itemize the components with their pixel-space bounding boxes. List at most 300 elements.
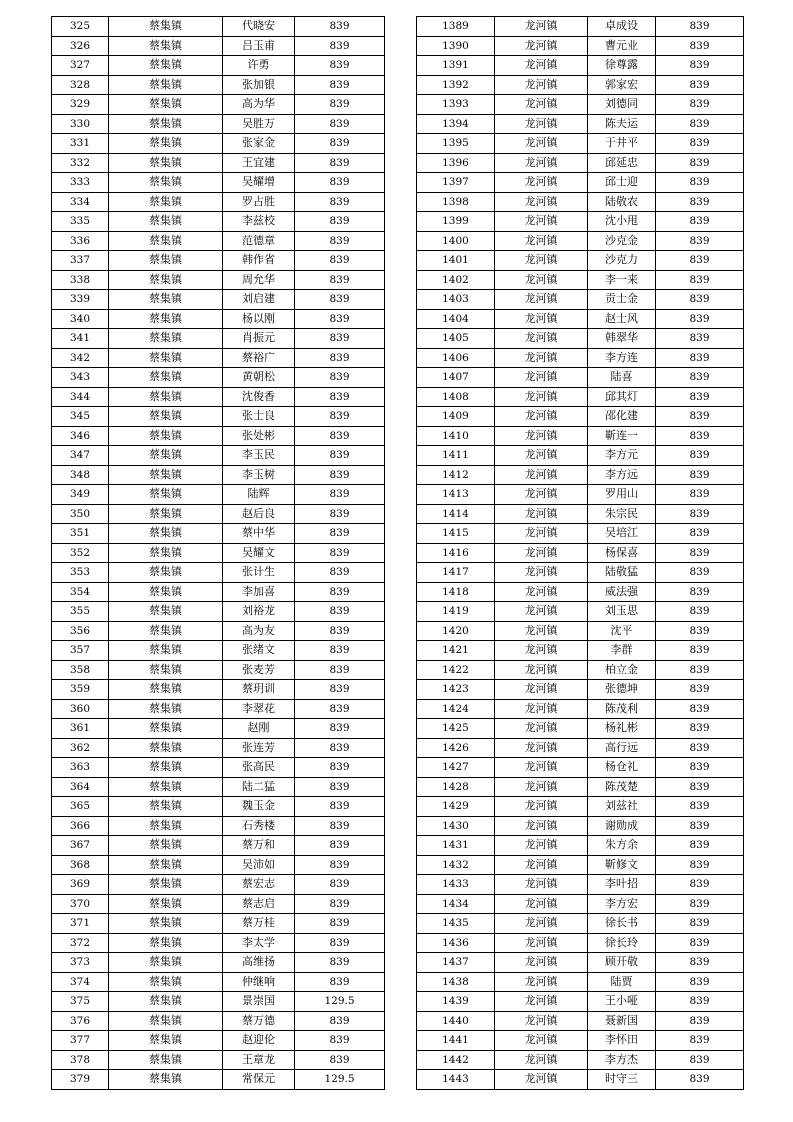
- table-row: [52, 407, 385, 427]
- row-number-cell: 1420: [417, 621, 495, 641]
- table-row: [417, 95, 744, 115]
- name-cell: 蔡中华: [223, 524, 295, 544]
- amount-cell: 839: [656, 582, 744, 602]
- name-cell: 靳修文: [588, 855, 656, 875]
- table-row: [52, 699, 385, 719]
- town-cell: 龙河镇: [495, 797, 588, 817]
- town-cell: 龙河镇: [495, 231, 588, 251]
- amount-cell: 839: [295, 855, 385, 875]
- row-number-cell: 339: [52, 290, 109, 310]
- table-row: [52, 602, 385, 622]
- table-row: [417, 485, 744, 505]
- amount-cell: 839: [656, 699, 744, 719]
- table-row: [417, 953, 744, 973]
- table-row: [52, 134, 385, 154]
- amount-cell: 839: [656, 719, 744, 739]
- amount-cell: 839: [656, 680, 744, 700]
- row-number-cell: 1403: [417, 290, 495, 310]
- row-number-cell: 1397: [417, 173, 495, 193]
- town-cell: 蔡集镇: [109, 699, 223, 719]
- town-cell: 蔡集镇: [109, 17, 223, 37]
- row-number-cell: 327: [52, 56, 109, 76]
- amount-cell: 839: [656, 485, 744, 505]
- row-number-cell: 1394: [417, 114, 495, 134]
- row-number-cell: 357: [52, 641, 109, 661]
- town-cell: 龙河镇: [495, 348, 588, 368]
- town-cell: 龙河镇: [495, 582, 588, 602]
- table-row: [52, 251, 385, 271]
- town-cell: 蔡集镇: [109, 836, 223, 856]
- table-row: [52, 992, 385, 1012]
- town-cell: 龙河镇: [495, 758, 588, 778]
- name-cell: 邱其灯: [588, 387, 656, 407]
- town-cell: 蔡集镇: [109, 894, 223, 914]
- town-cell: 蔡集镇: [109, 173, 223, 193]
- amount-cell: 839: [656, 17, 744, 37]
- name-cell: 聂新国: [588, 1011, 656, 1031]
- town-cell: 龙河镇: [495, 543, 588, 563]
- town-cell: 龙河镇: [495, 719, 588, 739]
- name-cell: 张高民: [223, 758, 295, 778]
- row-number-cell: 337: [52, 251, 109, 271]
- row-number-cell: 1404: [417, 309, 495, 329]
- row-number-cell: 336: [52, 231, 109, 251]
- name-cell: 常保元: [223, 1070, 295, 1090]
- amount-cell: 839: [656, 290, 744, 310]
- table-row: [417, 836, 744, 856]
- row-number-cell: 1419: [417, 602, 495, 622]
- table-row: [52, 621, 385, 641]
- table-row: [52, 836, 385, 856]
- amount-cell: 129.5: [295, 992, 385, 1012]
- table-row: [417, 36, 744, 56]
- town-cell: 龙河镇: [495, 816, 588, 836]
- table-row: [52, 972, 385, 992]
- amount-cell: 839: [656, 797, 744, 817]
- amount-cell: 839: [656, 875, 744, 895]
- name-cell: 魏玉金: [223, 797, 295, 817]
- town-cell: 蔡集镇: [109, 36, 223, 56]
- name-cell: 蔡万德: [223, 1011, 295, 1031]
- row-number-cell: 330: [52, 114, 109, 134]
- name-cell: 沈俊香: [223, 387, 295, 407]
- table-row: [417, 660, 744, 680]
- name-cell: 蔡裕广: [223, 348, 295, 368]
- amount-cell: 839: [656, 56, 744, 76]
- amount-cell: 839: [656, 543, 744, 563]
- town-cell: 龙河镇: [495, 36, 588, 56]
- table-row: [52, 797, 385, 817]
- amount-cell: 839: [656, 212, 744, 232]
- town-cell: 蔡集镇: [109, 56, 223, 76]
- row-number-cell: 1439: [417, 992, 495, 1012]
- town-cell: 龙河镇: [495, 446, 588, 466]
- name-cell: 石秀楼: [223, 816, 295, 836]
- town-cell: 蔡集镇: [109, 426, 223, 446]
- table-row: [417, 524, 744, 544]
- row-number-cell: 1430: [417, 816, 495, 836]
- amount-cell: 839: [656, 1011, 744, 1031]
- town-cell: 龙河镇: [495, 95, 588, 115]
- town-cell: 蔡集镇: [109, 75, 223, 95]
- name-cell: 徐尊露: [588, 56, 656, 76]
- row-number-cell: 356: [52, 621, 109, 641]
- town-cell: 龙河镇: [495, 1050, 588, 1070]
- table-row: [52, 231, 385, 251]
- row-number-cell: 377: [52, 1031, 109, 1051]
- row-number-cell: 1400: [417, 231, 495, 251]
- table-row: [52, 582, 385, 602]
- table-row: [52, 36, 385, 56]
- name-cell: 杨仓礼: [588, 758, 656, 778]
- town-cell: 蔡集镇: [109, 329, 223, 349]
- row-number-cell: 1410: [417, 426, 495, 446]
- row-number-cell: 342: [52, 348, 109, 368]
- town-cell: 蔡集镇: [109, 114, 223, 134]
- table-row: [52, 95, 385, 115]
- amount-cell: 839: [295, 114, 385, 134]
- town-cell: 蔡集镇: [109, 719, 223, 739]
- town-cell: 龙河镇: [495, 621, 588, 641]
- town-cell: 蔡集镇: [109, 485, 223, 505]
- town-cell: 龙河镇: [495, 1011, 588, 1031]
- name-cell: 吴耀文: [223, 543, 295, 563]
- amount-cell: 839: [656, 602, 744, 622]
- amount-cell: 839: [295, 251, 385, 271]
- town-cell: 蔡集镇: [109, 231, 223, 251]
- town-cell: 龙河镇: [495, 114, 588, 134]
- row-number-cell: 1414: [417, 504, 495, 524]
- name-cell: 陆贾: [588, 972, 656, 992]
- table-row: [417, 543, 744, 563]
- row-number-cell: 375: [52, 992, 109, 1012]
- name-cell: 赵士风: [588, 309, 656, 329]
- amount-cell: 839: [295, 953, 385, 973]
- name-cell: 朱方余: [588, 836, 656, 856]
- name-cell: 李加喜: [223, 582, 295, 602]
- row-number-cell: 370: [52, 894, 109, 914]
- town-cell: 蔡集镇: [109, 777, 223, 797]
- name-cell: 邵化建: [588, 407, 656, 427]
- table-row: [52, 816, 385, 836]
- row-number-cell: 378: [52, 1050, 109, 1070]
- row-number-cell: 346: [52, 426, 109, 446]
- name-cell: 徐长书: [588, 914, 656, 934]
- row-number-cell: 367: [52, 836, 109, 856]
- town-cell: 蔡集镇: [109, 914, 223, 934]
- name-cell: 邱士迎: [588, 173, 656, 193]
- row-number-cell: 1389: [417, 17, 495, 37]
- table-row: [52, 426, 385, 446]
- row-number-cell: 340: [52, 309, 109, 329]
- amount-cell: 839: [295, 602, 385, 622]
- town-cell: 龙河镇: [495, 192, 588, 212]
- row-number-cell: 358: [52, 660, 109, 680]
- town-cell: 蔡集镇: [109, 875, 223, 895]
- name-cell: 张连芳: [223, 738, 295, 758]
- row-number-cell: 368: [52, 855, 109, 875]
- town-cell: 蔡集镇: [109, 1050, 223, 1070]
- amount-cell: 839: [295, 621, 385, 641]
- amount-cell: 839: [656, 95, 744, 115]
- table-row: [417, 407, 744, 427]
- table-row: [417, 1031, 744, 1051]
- row-number-cell: 1441: [417, 1031, 495, 1051]
- table-row: [52, 524, 385, 544]
- amount-cell: 839: [656, 933, 744, 953]
- table-row: [52, 56, 385, 76]
- table-row: [417, 173, 744, 193]
- row-number-cell: 351: [52, 524, 109, 544]
- row-number-cell: 1396: [417, 153, 495, 173]
- row-number-cell: 325: [52, 17, 109, 37]
- town-cell: 蔡集镇: [109, 602, 223, 622]
- row-number-cell: 1402: [417, 270, 495, 290]
- town-cell: 龙河镇: [495, 270, 588, 290]
- table-row: [417, 641, 744, 661]
- name-cell: 李方远: [588, 465, 656, 485]
- town-cell: 龙河镇: [495, 972, 588, 992]
- name-cell: 吴培江: [588, 524, 656, 544]
- row-number-cell: 344: [52, 387, 109, 407]
- table-row: [417, 738, 744, 758]
- table-row: [417, 192, 744, 212]
- row-number-cell: 1426: [417, 738, 495, 758]
- name-cell: 李一来: [588, 270, 656, 290]
- amount-cell: 839: [295, 407, 385, 427]
- table-row: [417, 699, 744, 719]
- table-row: [417, 992, 744, 1012]
- amount-cell: 839: [295, 504, 385, 524]
- row-number-cell: 1438: [417, 972, 495, 992]
- town-cell: 龙河镇: [495, 777, 588, 797]
- name-cell: 刘裕龙: [223, 602, 295, 622]
- table-row: [52, 1070, 385, 1090]
- table-row: [417, 270, 744, 290]
- amount-cell: 839: [656, 855, 744, 875]
- name-cell: 吴胜万: [223, 114, 295, 134]
- row-number-cell: 1431: [417, 836, 495, 856]
- table-row: [417, 134, 744, 154]
- table-row: [417, 153, 744, 173]
- table-row: [52, 446, 385, 466]
- row-number-cell: 1437: [417, 953, 495, 973]
- name-cell: 蔡万和: [223, 836, 295, 856]
- town-cell: 蔡集镇: [109, 1011, 223, 1031]
- town-cell: 蔡集镇: [109, 855, 223, 875]
- name-cell: 张麦芳: [223, 660, 295, 680]
- name-cell: 李怀田: [588, 1031, 656, 1051]
- amount-cell: 839: [656, 836, 744, 856]
- row-number-cell: 369: [52, 875, 109, 895]
- table-row: [52, 270, 385, 290]
- row-number-cell: 354: [52, 582, 109, 602]
- town-cell: 蔡集镇: [109, 1070, 223, 1090]
- amount-cell: 839: [295, 36, 385, 56]
- name-cell: 柏立金: [588, 660, 656, 680]
- amount-cell: 839: [295, 797, 385, 817]
- town-cell: 蔡集镇: [109, 797, 223, 817]
- table-row: [417, 855, 744, 875]
- name-cell: 吴耀增: [223, 173, 295, 193]
- row-number-cell: 1393: [417, 95, 495, 115]
- amount-cell: 839: [295, 524, 385, 544]
- name-cell: 王宜建: [223, 153, 295, 173]
- table-row: [52, 719, 385, 739]
- table-row: [417, 680, 744, 700]
- table-row: [417, 309, 744, 329]
- amount-cell: 839: [656, 504, 744, 524]
- amount-cell: 839: [295, 485, 385, 505]
- amount-cell: 839: [295, 582, 385, 602]
- town-cell: 龙河镇: [495, 290, 588, 310]
- table-row: [417, 212, 744, 232]
- name-cell: 许勇: [223, 56, 295, 76]
- row-number-cell: 1432: [417, 855, 495, 875]
- amount-cell: 839: [295, 75, 385, 95]
- row-number-cell: 362: [52, 738, 109, 758]
- name-cell: 蔡志启: [223, 894, 295, 914]
- name-cell: 高为友: [223, 621, 295, 641]
- row-number-cell: 348: [52, 465, 109, 485]
- row-number-cell: 365: [52, 797, 109, 817]
- table-row: [417, 504, 744, 524]
- row-number-cell: 331: [52, 134, 109, 154]
- table-row: [417, 465, 744, 485]
- row-number-cell: 345: [52, 407, 109, 427]
- amount-cell: 839: [656, 134, 744, 154]
- town-cell: 龙河镇: [495, 855, 588, 875]
- town-cell: 蔡集镇: [109, 543, 223, 563]
- town-cell: 龙河镇: [495, 641, 588, 661]
- row-number-cell: 1442: [417, 1050, 495, 1070]
- town-cell: 龙河镇: [495, 680, 588, 700]
- amount-cell: 839: [295, 348, 385, 368]
- amount-cell: 839: [295, 914, 385, 934]
- name-cell: 杨礼彬: [588, 719, 656, 739]
- amount-cell: 839: [656, 173, 744, 193]
- amount-cell: 839: [656, 524, 744, 544]
- table-row: [417, 1011, 744, 1031]
- town-cell: 蔡集镇: [109, 563, 223, 583]
- table-row: [417, 933, 744, 953]
- town-cell: 蔡集镇: [109, 641, 223, 661]
- amount-cell: 839: [656, 1070, 744, 1090]
- row-number-cell: 1434: [417, 894, 495, 914]
- amount-cell: 839: [295, 738, 385, 758]
- amount-cell: 839: [295, 368, 385, 388]
- name-cell: 李兹校: [223, 212, 295, 232]
- name-cell: 罗占胜: [223, 192, 295, 212]
- table-row: [417, 582, 744, 602]
- town-cell: 蔡集镇: [109, 933, 223, 953]
- table-row: [417, 621, 744, 641]
- row-number-cell: 1424: [417, 699, 495, 719]
- row-number-cell: 350: [52, 504, 109, 524]
- table-row: [52, 465, 385, 485]
- town-cell: 龙河镇: [495, 894, 588, 914]
- town-cell: 蔡集镇: [109, 309, 223, 329]
- name-cell: 赵迎伦: [223, 1031, 295, 1051]
- table-row: [417, 329, 744, 349]
- row-number-cell: 1428: [417, 777, 495, 797]
- name-cell: 郭家宏: [588, 75, 656, 95]
- amount-cell: 839: [656, 426, 744, 446]
- left-table: [51, 16, 385, 1090]
- town-cell: 龙河镇: [495, 1031, 588, 1051]
- row-number-cell: 328: [52, 75, 109, 95]
- table-row: [52, 329, 385, 349]
- table-row: [417, 602, 744, 622]
- name-cell: 贡士金: [588, 290, 656, 310]
- town-cell: 蔡集镇: [109, 407, 223, 427]
- name-cell: 邱延忠: [588, 153, 656, 173]
- town-cell: 龙河镇: [495, 212, 588, 232]
- table-row: [417, 251, 744, 271]
- table-row: [52, 660, 385, 680]
- amount-cell: 839: [295, 719, 385, 739]
- row-number-cell: 355: [52, 602, 109, 622]
- name-cell: 王小哑: [588, 992, 656, 1012]
- table-row: [417, 56, 744, 76]
- name-cell: 卓成设: [588, 17, 656, 37]
- row-number-cell: 364: [52, 777, 109, 797]
- table-row: [417, 1050, 744, 1070]
- amount-cell: 839: [656, 153, 744, 173]
- town-cell: 蔡集镇: [109, 446, 223, 466]
- name-cell: 陈夫运: [588, 114, 656, 134]
- name-cell: 刘德同: [588, 95, 656, 115]
- row-number-cell: 371: [52, 914, 109, 934]
- table-row: [52, 173, 385, 193]
- table-row: [52, 894, 385, 914]
- amount-cell: 839: [295, 446, 385, 466]
- town-cell: 龙河镇: [495, 17, 588, 37]
- amount-cell: 839: [295, 641, 385, 661]
- amount-cell: 839: [656, 641, 744, 661]
- row-number-cell: 376: [52, 1011, 109, 1031]
- town-cell: 龙河镇: [495, 134, 588, 154]
- table-row: [417, 114, 744, 134]
- town-cell: 龙河镇: [495, 153, 588, 173]
- town-cell: 蔡集镇: [109, 465, 223, 485]
- table-row: [417, 446, 744, 466]
- name-cell: 威法强: [588, 582, 656, 602]
- table-row: [52, 114, 385, 134]
- name-cell: 蔡万桂: [223, 914, 295, 934]
- town-cell: 蔡集镇: [109, 582, 223, 602]
- table-row: [417, 231, 744, 251]
- row-number-cell: 343: [52, 368, 109, 388]
- row-number-cell: 373: [52, 953, 109, 973]
- name-cell: 刘启建: [223, 290, 295, 310]
- town-cell: 龙河镇: [495, 933, 588, 953]
- name-cell: 杨以刚: [223, 309, 295, 329]
- amount-cell: 839: [295, 777, 385, 797]
- town-cell: 龙河镇: [495, 426, 588, 446]
- town-cell: 蔡集镇: [109, 1031, 223, 1051]
- town-cell: 龙河镇: [495, 465, 588, 485]
- amount-cell: 839: [295, 894, 385, 914]
- name-cell: 李方元: [588, 446, 656, 466]
- table-row: [417, 1070, 744, 1090]
- right-table-body: [417, 17, 744, 1090]
- row-number-cell: 1411: [417, 446, 495, 466]
- table-row: [52, 641, 385, 661]
- row-number-cell: 1416: [417, 543, 495, 563]
- name-cell: 赵后良: [223, 504, 295, 524]
- amount-cell: 839: [656, 816, 744, 836]
